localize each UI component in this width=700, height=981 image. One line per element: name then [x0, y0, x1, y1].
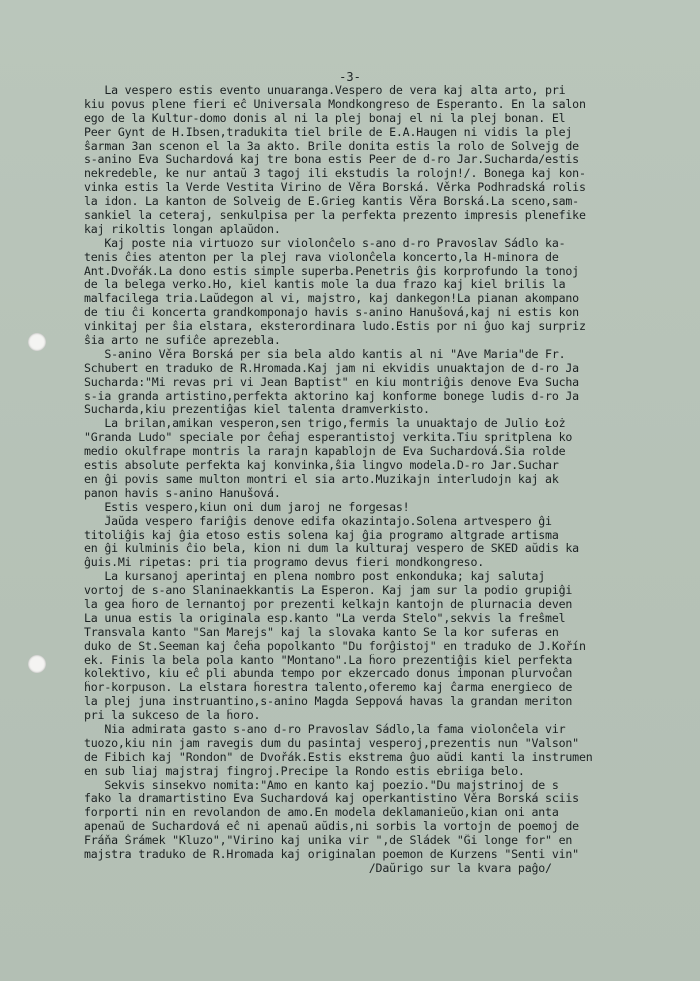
punch-hole: [28, 333, 46, 351]
text-line: ĥor-korpuson. La elstara ĥorestra talento,oferemo kaj ĉarma energieco de: [84, 681, 573, 695]
text-line: duko de St.Seeman kaj ĉeĥa popolkanto "Du forĝistoj" en traduko de J.Kořín: [84, 639, 586, 653]
text-line: Sucharda:"Mi revas pri vi Jean Baptist" en kiu montriĝis denove Eva Sucha: [84, 375, 579, 389]
text-line: la plej juna instruantino,s-anino Magda Seppová havas la grandan meriton: [84, 695, 573, 709]
text-line: Estis vespero,kiun oni dum jaroj ne forgesas!: [84, 500, 410, 514]
text-line: kaj rikoltis longan aplaŭdon.: [84, 222, 281, 236]
text-line: Schubert en traduko de R.Hromada.Kaj jam ni ekvidis unuaktajon de d-ro Ja: [84, 361, 579, 375]
text-line: sankiel la ceteraj, senkulpisa per la perfekta prezento impresis plenefike: [84, 209, 586, 223]
text-line: nekredeble, ke nur antaŭ 3 tagoj ili ekstudis la rolojn!/. Bonega kaj kon-: [84, 167, 586, 181]
text-line: titoliĝis kaj ĝia etoso estis solena kaj ĝia programo altgrade artisma: [84, 528, 559, 542]
text-line: ego de la Kultur-domo donis al ni la plej bonaj el ni la plej bonan. El: [84, 111, 566, 125]
text-line: tuozo,kiu nin jam ravegis dum du pasintaj vesperoj,prezentis nun "Valson": [84, 736, 579, 750]
text-line: La unua estis la originala esp.kanto "La verda Stelo",sekvis la freŝmel: [84, 611, 566, 625]
text-line: "Granda Ludo" speciale por ĉeĥaj esperantistoj verkita.Tiu spritplena ko: [84, 431, 573, 445]
text-line: vinka estis la Verde Vestita Virino de Věra Borská. Věrka Podhradská rolis: [84, 181, 586, 195]
text-line: ĝuis.Mi ripetas: pri tia programo devus fieri mondkongreso.: [84, 556, 485, 570]
text-line: panon havis s-anino Hanušová.: [84, 486, 281, 500]
text-line: Transvala kanto "San Marejs" kaj la slovaka kanto Se la kor suferas en: [84, 625, 559, 639]
text-line: Ant.Dvořák.La dono estis simple superba.Penetris ĝis korprofundo la tonoj: [84, 264, 579, 278]
text-line: S-anino Věra Borská per sia bela aldo kantis al ni "Ave Maria"de Fr.: [84, 347, 566, 361]
text-line: /Daŭrigo sur la kvara paĝo/: [84, 861, 552, 875]
text-line: Fráňa Šrámek "Kluzo","Virino kaj unika vir ",de Sládek "Ĝi longe for" en: [84, 834, 573, 848]
text-line: Nia admirata gasto s-ano d-ro Pravoslav Sádlo,la fama violonĉela vir: [84, 722, 566, 736]
text-line: en ĝi kulminis ĉio bela, kion ni dum la kulturaj vespero de SKED aŭdis ka: [84, 542, 579, 556]
text-line: Ĵaŭda vespero fariĝis denove edifa okazintajo.Solena artvespero ĝi: [84, 514, 552, 528]
text-line: vinkitaj per ŝia elstara, eksterordinara ludo.Estis por ni ĝuo kaj surpriz: [84, 320, 586, 334]
text-line: Kaj poste nia virtuozo sur violonĉelo s-ano d-ro Pravoslav Sádlo ka-: [84, 236, 566, 250]
text-line: ŝia arto ne sufiĉe aprezebla.: [84, 334, 281, 348]
text-line: s-ia granda artistino,perfekta aktorino kaj konforme bonege ludis d-ro Ja: [84, 389, 579, 403]
text-line: de Fibich kaj "Rondon" de Dvořák.Estis ekstrema ĝuo aŭdi kanti la instrumen: [84, 750, 593, 764]
text-line: pri la sukceso de la ĥoro.: [84, 709, 261, 723]
text-line: ek. Finis la bela pola kanto "Montano".La ĥoro prezentiĝis kiel perfekta: [84, 653, 573, 667]
text-line: malfacilega tria.Laŭdegon al vi, majstro, kaj dankegon!La pianan akompano: [84, 292, 579, 306]
text-line: tenis ĉies atenton per la plej rava violonĉela koncerto,la H-minora de: [84, 250, 559, 264]
text-line: de tiu ĉi koncerta grandkomponajo havis s-anino Hanušová,kaj ni estis kon: [84, 306, 579, 320]
text-line: la idon. La kanton de Solveig de E.Grieg kantis Věra Borská.La sceno,sam-: [84, 195, 579, 209]
text-line: La vespero estis evento unuaranga.Vespero de vera kaj alta arto, pri: [84, 84, 566, 97]
text-line: la gea ĥoro de lernantoj por prezenti kelkajn kantojn de plurnacia deven: [84, 597, 573, 611]
text-line: vortoj de s-ano Slaninaekkantis La Esperon. Kaj jam sur la podio grupiĝi: [84, 584, 573, 598]
text-line: estis absolute perfekta kaj konvinka,ŝia lingvo modela.D-ro Jar.Suchar: [84, 459, 559, 473]
text-line: apenaŭ de Suchardová eĉ ni apenaŭ aŭdis,ni sorbis la vortojn de poemoj de: [84, 820, 579, 834]
text-line: ŝarman 3an scenon el la 3a akto. Brile donita estis la rolo de Solvejg de: [84, 139, 579, 153]
text-line: majstra traduko de R.Hromada kaj originalan poemon de Kurzens "Senti vin": [84, 847, 579, 861]
text-line: medio okulfrape montris la rarajn kapablojn de Eva Suchardová.Ŝia rolde: [84, 445, 566, 459]
text-line: kolektivo, kiu eĉ pli abunda tempo por ekzercado donus imponan plurvoĉan: [84, 667, 573, 681]
text-line: Peer Gynt de H.Ibsen,tradukita tiel brile de E.A.Haugen ni vidis la plej: [84, 125, 573, 139]
text-line: La kursanoj aperintaj en plena nombro post enkonduka; kaj salutaj: [84, 570, 546, 584]
text-line: fako la dramartistino Eva Suchardová kaj operkantistino Věra Borská sciis: [84, 792, 579, 806]
text-line: kiu povus plene fieri eĉ Universala Mondkongreso de Esperanto. En la salon: [84, 97, 586, 111]
text-line: de la belega verko.Ho, kiel kantis mole la dua frazo kaj kiel brilis la: [84, 278, 566, 292]
text-line: La brilan,amikan vesperon,sen trigo,fermis la unuaktajo de Julio Łoż: [84, 417, 566, 431]
text-line: Sucharda,kiu prezentiĝas kiel talenta dramverkisto.: [84, 403, 430, 417]
text-line: s-anino Eva Suchardová kaj tre bona estis Peer de d-ro Jar.Sucharda/estis: [84, 153, 579, 167]
text-line: en ĝi povis same multon montri el sia arto.Muzikajn interludojn kaj ak: [84, 472, 559, 486]
page-number: -3-: [339, 70, 361, 84]
text-line: forporti nin en revolandon de amo.En modela deklamanieŭo,kian oni anta: [84, 806, 559, 820]
text-line: Sekvis sinsekvo nomita:"Amo en kanto kaj poezio."Du majstrinoj de s: [84, 778, 559, 792]
typed-text-body: [84, 84, 696, 876]
punch-hole: [28, 655, 46, 673]
text-line: en sub liaj majstraj fingroj.Precipe la Rondo estis ebriiga belo.: [84, 764, 525, 778]
